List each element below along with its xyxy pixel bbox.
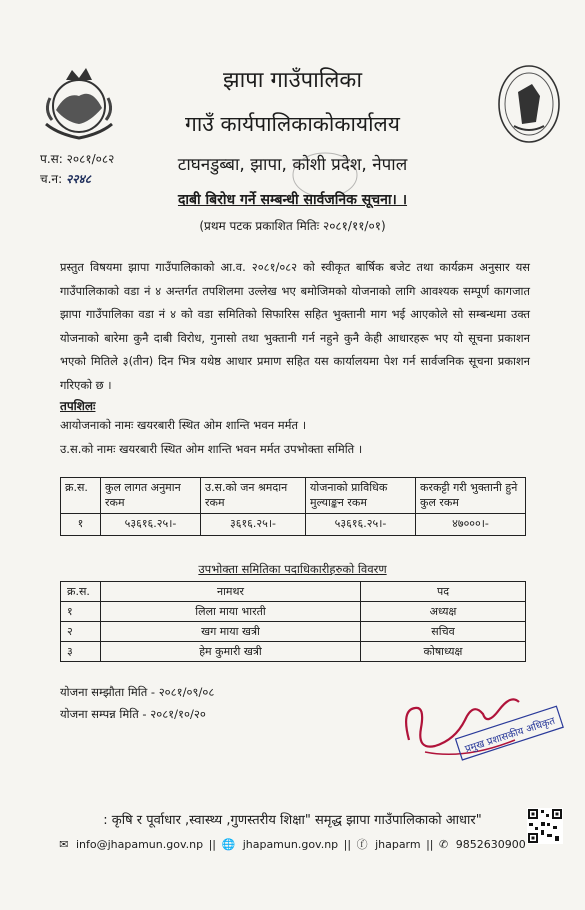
globe-icon: 🌐 [221,838,236,851]
officials-col-post: पद [361,582,526,602]
table-row [61,622,526,642]
cost-cell: ५३६१६.२५।- [101,514,201,536]
committee-name: उ.स.को नामः खयरबारी स्थित ओम शान्ति भवन मर्मत उपभोक्ता समिति । [60,442,363,456]
fiscal-label: प.स: [40,152,63,166]
table-row [61,642,526,662]
office-name: गाउँ कार्यपालिकाकोकार्यालय [185,112,400,136]
email-icon: ✉ [59,838,69,851]
qr-code-icon [527,808,563,844]
official-cell: २ [61,622,101,642]
officials-table-header [61,582,526,602]
footer-slogan: : कृषि र पूर्वाधार ,स्वास्थ्य ,गुणस्तरीय शिक्षा" समृद्ध झापा गाउँपालिकाको आधार" [103,813,482,828]
official-cell: हेम कुमारी खत्री [101,642,361,662]
agreement-date: योजना सम्झौता मिति - २०८१/०९/०८ [60,685,215,699]
table-row [61,514,526,536]
published-date: (प्रथम पटक प्रकाशित मितिः २०८१/११/०१) [199,219,386,233]
plan-name: आयोजनाको नामः खयरबारी स्थित ओम शान्ति भवन मर्मत । [60,418,307,432]
cost-table-header [61,478,526,514]
official-cell: अध्यक्ष [361,602,526,622]
cost-cell: ५३६१६.२५।- [306,514,416,536]
facebook-icon: ⓕ [356,838,368,851]
org-name: झापा गाउँपालिका [222,68,363,93]
details-label: तपशिलः [60,399,96,413]
official-cell: लिला माया भारती [101,602,361,622]
cost-col-labour: उ.स.को जन श्रमदान रकम [201,478,306,514]
cost-col-sn: क्र.स. [61,478,101,514]
cost-table [60,477,526,536]
officials-title: उपभोक्ता समितिका पदाधिकारीहरुको विवरण [198,562,387,576]
official-cell: सचिव [361,622,526,642]
official-cell: ३ [61,642,101,662]
office-address: टाघनडुब्बा, झापा, कोशी प्रदेश, नेपाल [177,155,408,175]
officials-col-name: नामथर [101,582,361,602]
footer-website[interactable]: jhapamun.gov.np [242,838,339,851]
cost-col-technical: योजनाको प्राविधिक मुल्याङ्कन रकम [306,478,416,514]
cost-cell: ३६१६.२५।- [201,514,306,536]
fiscal-value: २०८१/०८२ [66,152,115,166]
stamp-text: प्रमुख प्रशासकीय अधिकृत [463,715,557,756]
footer-email[interactable]: info@jhapamun.gov.np [75,838,204,851]
phone-icon: ✆ [439,838,449,851]
official-cell: १ [61,602,101,622]
fiscal-year-ref [40,150,114,167]
footer-contacts: ✉ info@jhapamun.gov.np || 🌐 jhapamun.gov.np || ⓕ jhaparm || ✆ 9852630900 [59,838,526,851]
official-cell: कोषाध्यक्ष [361,642,526,662]
cost-col-payable: करकट्टी गरी भुक्तानी हुने कुल रकम [416,478,526,514]
officials-col-sn: क्र.स. [61,582,101,602]
signature-stamp-icon [395,680,565,770]
dispatch-ref [40,170,91,187]
footer-phone[interactable]: 9852630900 [455,838,526,851]
cost-col-estimate: कुल लागत अनुमान रकम [101,478,201,514]
notice-title: दाबी बिरोध गर्ने सम्बन्धी सार्वजनिक सूचना। । [177,192,408,208]
officials-table [60,581,526,662]
official-cell: खग माया खत्री [101,622,361,642]
cost-cell: १ [61,514,101,536]
cost-cell: ४७०००।- [416,514,526,536]
table-row [61,602,526,622]
dispatch-label: च.न: [40,172,63,186]
notice-paragraph: प्रस्तुत विषयमा झापा गाउँपालिकाको आ.व. २०८१/०८२ को स्वीकृत बार्षिक बजेट तथा कार्यक्रम अनुसार यस गाउँपालिकाको वडा नं ४ अन्तर्गत तपशिलमा उल्लेख भए बमोजिमको योजनाको लागि आवश्यक सम्पूर्ण कागजात झापा गाउँपालिका वडा नं ४ को वडा समितिको सिफारिस सहित भुक्तानी माग भई आएकोले सो सम्बन्धमा उक्त योजनाको बारेमा कुनै दाबी विरोध, गुनासो तथा भुक्तानी गर्न नहुने कुनै केही आधारहरू भए यो सूचना प्रकाशन भएको मितिले ३(तीन) दिन भित्र यथेष्ठ आधार प्रमाण सहित यस कार्यालयमा पेश गर्न सार्वजनिक सूचना प्रकाशन गरिएको छ । [60,260,530,392]
dispatch-value: २२४८ [65,172,91,186]
completion-date: योजना सम्पन्न मिति - २०८१/१०/२० [60,707,206,721]
footer-facebook[interactable]: jhaparm [375,838,421,851]
